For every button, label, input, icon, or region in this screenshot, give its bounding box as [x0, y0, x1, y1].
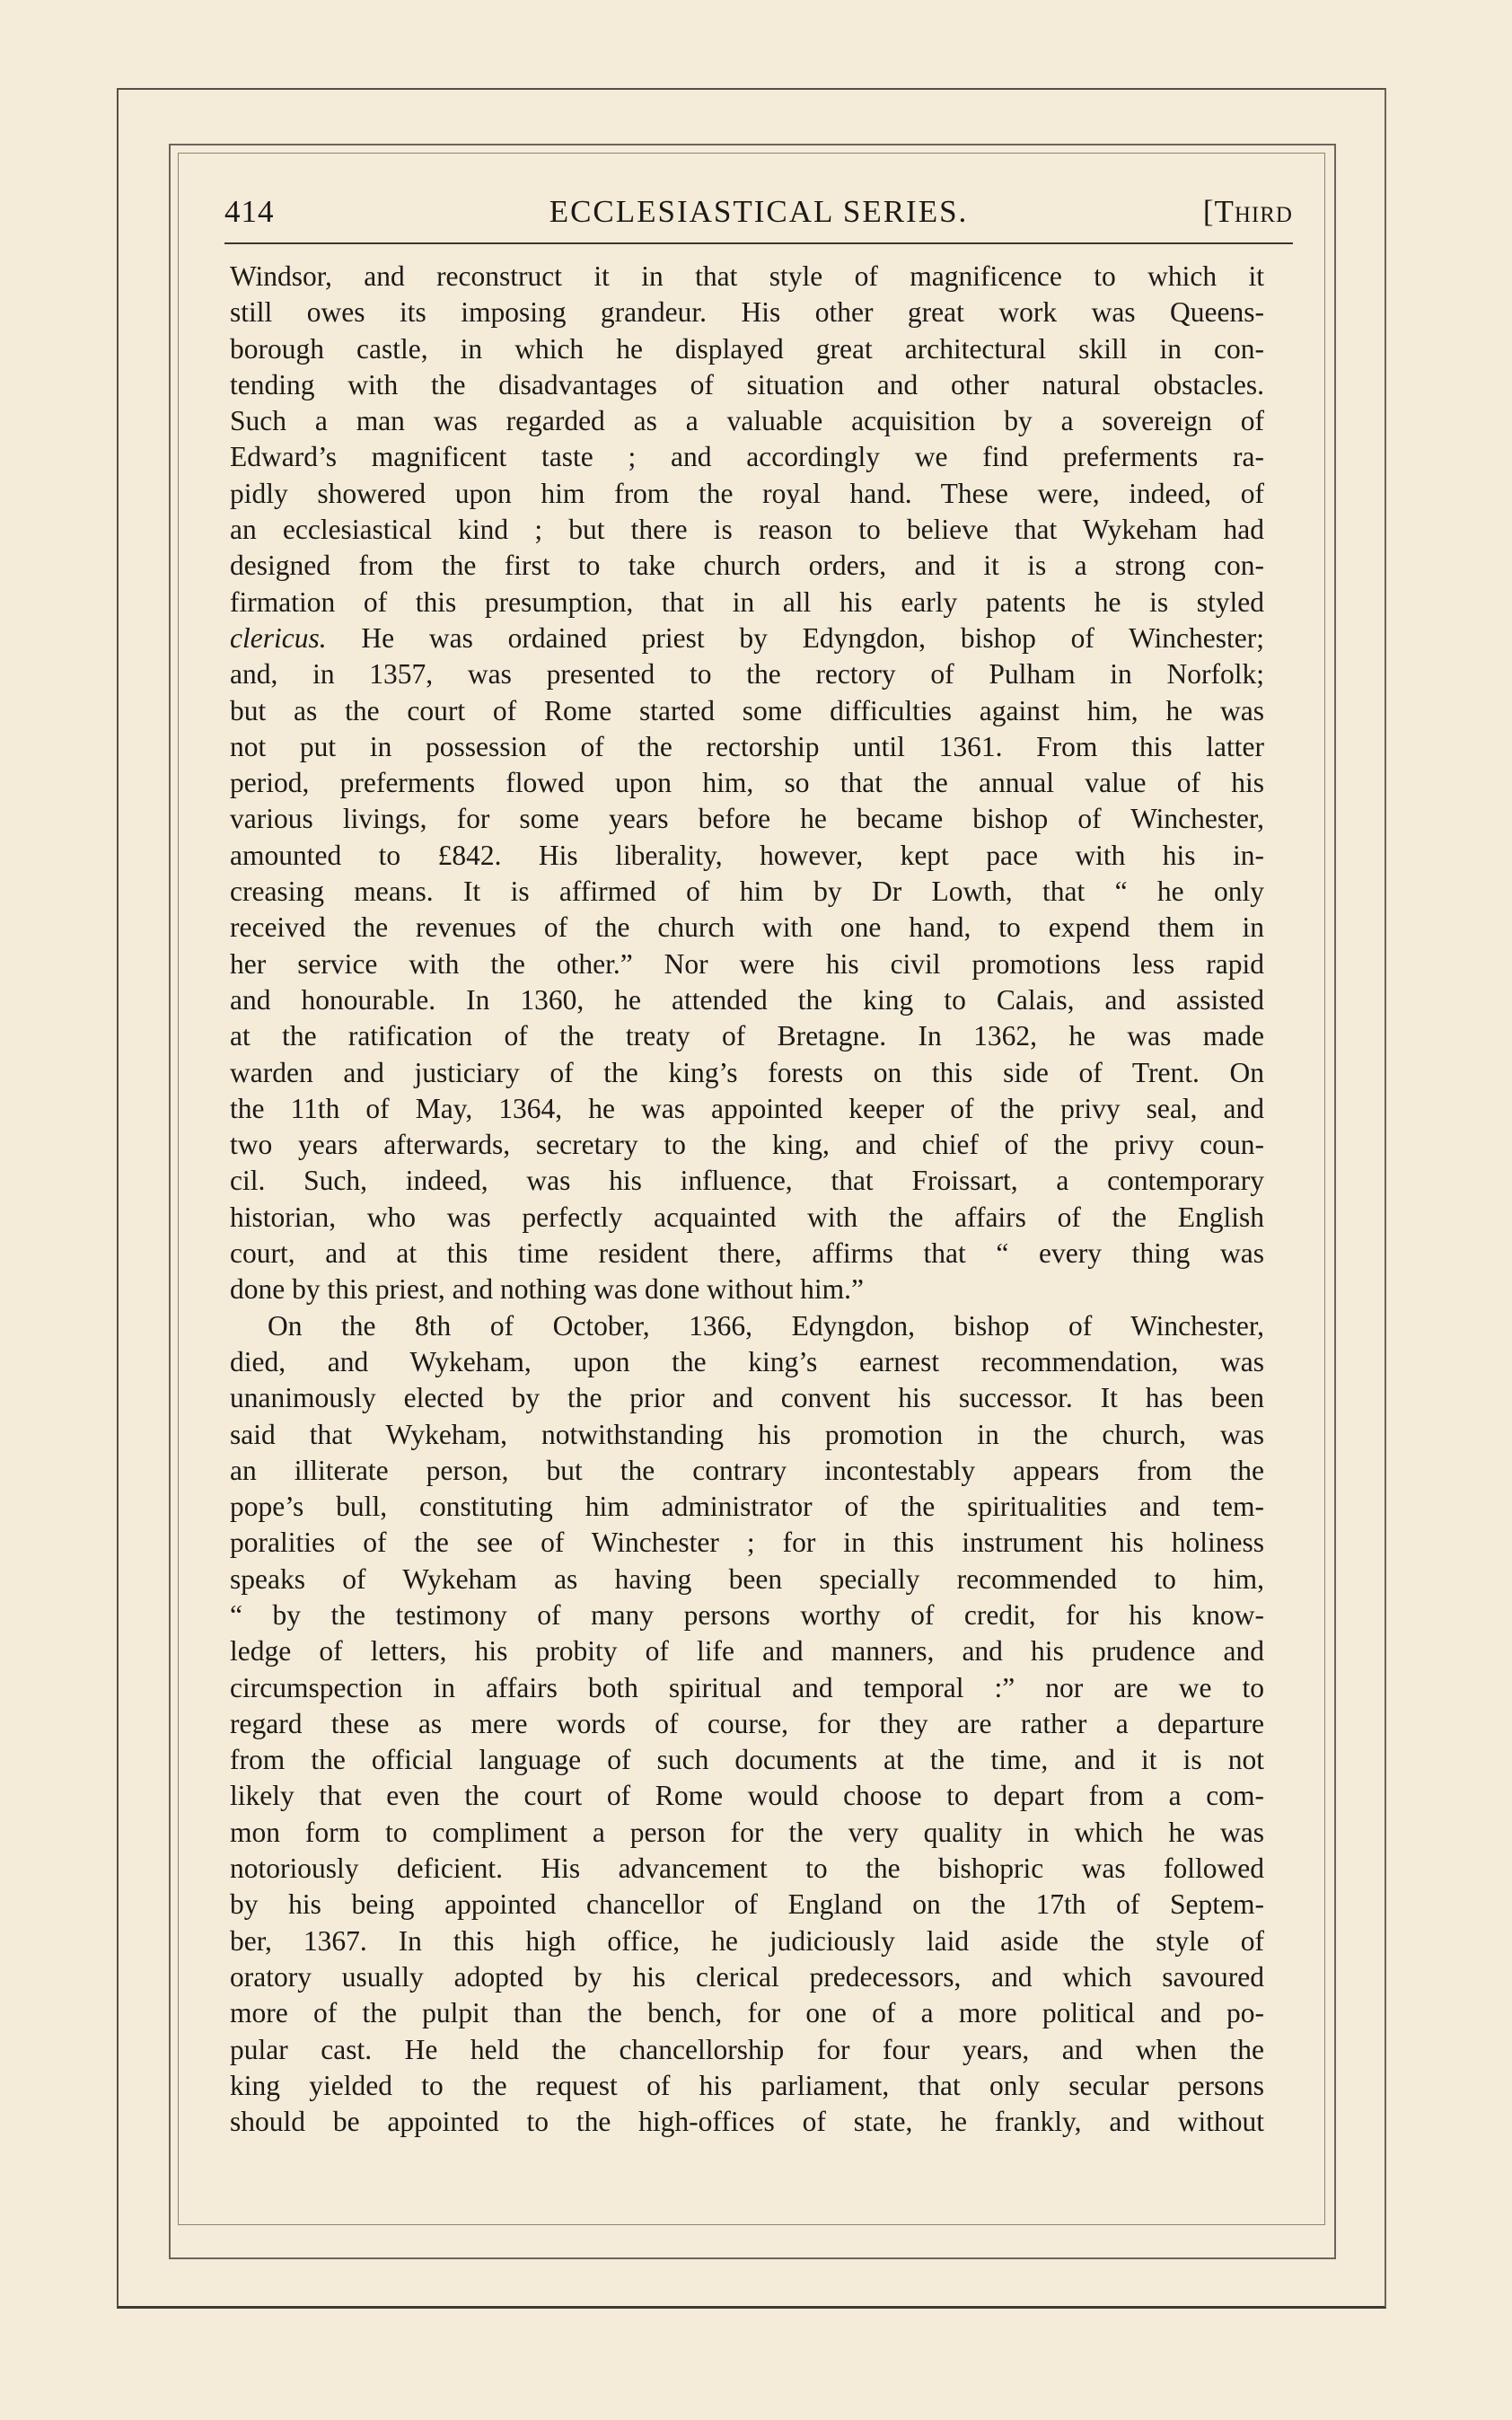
text-line: by his being appointed chancellor of England on the 17th of Septem- — [230, 1888, 1264, 1921]
text-line: more of the pulpit than the bench, for one of a more political and po- — [230, 1997, 1264, 2029]
text-line: creasing means. It is affirmed of him by Dr Lowth, that “ he only — [230, 876, 1264, 908]
running-head — [224, 190, 1293, 241]
italic-term: clericus. — [230, 621, 327, 654]
text-line: tending with the disadvantages of situation and other natural obstacles. — [230, 368, 1264, 400]
paragraph-start-line: On the 8th of October, 1366, Edyngdon, bishop of Winchester, — [268, 1309, 1264, 1342]
text-line: not put in possession of the rectorship until 1361. From this latter — [230, 730, 1264, 762]
text-line: Such a man was regarded as a valuable acquisition by a sovereign of — [230, 405, 1264, 437]
text-line: ber, 1367. In this high office, he judiciously laid aside the style of — [230, 1924, 1264, 1957]
text-line: Windsor, and reconstruct it in that style of magnificence to which it — [230, 260, 1264, 292]
text-line: two years afterwards, secretary to the king, and chief of the privy coun- — [230, 1129, 1264, 1161]
text-line: received the revenues of the church with one hand, to expend them in — [230, 911, 1264, 944]
text-line: at the ratification of the treaty of Bretagne. In 1362, he was made — [230, 1020, 1264, 1052]
text-line: clericus. He was ordained priest by Edyngdon, bishop of Winchester; — [230, 621, 1264, 654]
section-label: [Third — [1202, 194, 1293, 229]
text-line: cil. Such, indeed, was his influence, that Froissart, a contemporary — [230, 1165, 1264, 1197]
text-line: firmation of this presumption, that in all his early patents he is styled — [230, 585, 1264, 618]
text-line: “ by the testimony of many persons worthy of credit, for his know- — [230, 1598, 1264, 1631]
text-line: oratory usually adopted by his clerical predecessors, and which savoured — [230, 1960, 1264, 1993]
text-line: an ecclesiastical kind ; but there is reason to believe that Wykeham had — [230, 514, 1264, 546]
text-line: amounted to £842. His liberality, however, kept pace with his in- — [230, 839, 1264, 871]
text-line: and, in 1357, was presented to the rectory of Pulham in Norfolk; — [230, 658, 1264, 691]
text-line: borough castle, in which he displayed great architectural skill in con- — [230, 332, 1264, 365]
text-line: king yielded to the request of his parliament, that only secular persons — [230, 2069, 1264, 2101]
text-line: pidly showered upon him from the royal hand. These were, indeed, of — [230, 477, 1264, 509]
running-title: ECCLESIASTICAL SERIES. — [549, 194, 969, 229]
text-line: the 11th of May, 1364, he was appointed keeper of the privy seal, and — [230, 1092, 1264, 1124]
text-line: ledge of letters, his probity of life and manners, and his prudence and — [230, 1635, 1264, 1668]
text-line: various livings, for some years before he became bishop of Winchester, — [230, 803, 1264, 835]
text-line: court, and at this time resident there, affirms that “ every thing was — [230, 1237, 1264, 1270]
text-line: and honourable. In 1360, he attended the king to Calais, and assisted — [230, 983, 1264, 1016]
text-line: period, preferments flowed upon him, so that the annual value of his — [230, 767, 1264, 799]
text-line: but as the court of Rome started some difficulties against him, he was — [230, 694, 1264, 726]
text-line: likely that even the court of Rome would choose to depart from a com- — [230, 1780, 1264, 1812]
text-line: died, and Wykeham, upon the king’s earnest recommendation, was — [230, 1345, 1264, 1377]
text-line: poralities of the see of Winchester ; for in this instrument his holiness — [230, 1527, 1264, 1559]
text-line: regard these as mere words of course, for they are rather a departure — [230, 1707, 1264, 1739]
text-line: her service with the other.” Nor were his civil promotions less rapid — [230, 947, 1264, 980]
header-rule — [224, 242, 1293, 244]
text-line: should be appointed to the high-offices of state, he frankly, and without — [230, 2106, 1264, 2138]
text-line: notoriously deficient. His advancement to the bishopric was followed — [230, 1852, 1264, 1885]
text-line: circumspection in affairs both spiritual and temporal :” nor are we to — [230, 1671, 1264, 1703]
paragraph-end-line: done by this priest, and nothing was done without him.” — [230, 1273, 865, 1306]
text-line: still owes its imposing grandeur. His other great work was Queens- — [230, 296, 1264, 329]
text-line: an illiterate person, but the contrary incontestably appears from the — [230, 1454, 1264, 1486]
page-number: 414 — [224, 194, 275, 229]
text-line: mon form to compliment a person for the very quality in which he was — [230, 1816, 1264, 1848]
text-line: Edward’s magnificent taste ; and accordingly we find preferments ra- — [230, 441, 1264, 473]
text-line: speaks of Wykeham as having been specially recommended to him, — [230, 1562, 1264, 1595]
text-line: historian, who was perfectly acquainted with the affairs of the English — [230, 1201, 1264, 1233]
text-line: pular cast. He held the chancellorship for four years, and when the — [230, 2033, 1264, 2065]
body-text — [230, 259, 1264, 2140]
text-line: warden and justiciary of the king’s forests on this side of Trent. On — [230, 1056, 1264, 1088]
text-line: pope’s bull, constituting him administrator of the spiritualities and tem- — [230, 1491, 1264, 1523]
text-line: from the official language of such documents at the time, and it is not — [230, 1744, 1264, 1776]
text-line: unanimously elected by the prior and convent his successor. It has been — [230, 1382, 1264, 1414]
text-line: designed from the first to take church orders, and it is a strong con- — [230, 550, 1264, 582]
text-line: said that Wykeham, notwithstanding his promotion in the church, was — [230, 1418, 1264, 1450]
